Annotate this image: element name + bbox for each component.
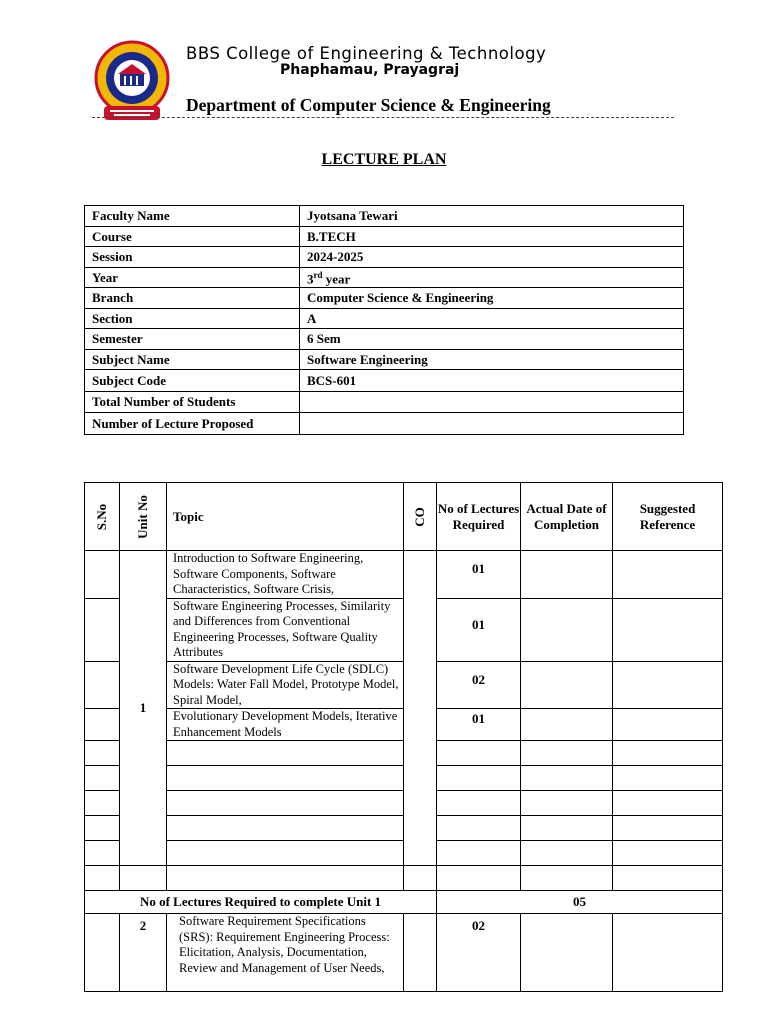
lectures-cell <box>437 841 521 866</box>
unit-summary-label: No of Lectures Required to complete Unit 1 <box>85 891 437 914</box>
sno-cell <box>85 741 120 766</box>
topic-cell <box>167 766 404 791</box>
unit-summary-row <box>85 891 723 914</box>
reference-cell <box>613 709 723 741</box>
unit-cell <box>120 866 167 891</box>
table-row <box>85 914 723 992</box>
actual-date-cell <box>521 661 613 709</box>
unit-cell: 1 <box>120 551 167 866</box>
header-co <box>404 483 437 551</box>
info-label: Session <box>85 247 300 268</box>
reference-cell <box>613 816 723 841</box>
topic-cell <box>167 841 404 866</box>
info-value <box>300 413 684 435</box>
sno-cell <box>85 816 120 841</box>
header-reference: Suggested Reference <box>613 483 723 551</box>
topic-cell <box>167 791 404 816</box>
reference-cell <box>613 791 723 816</box>
lectures-cell <box>437 741 521 766</box>
info-value: Jyotsana Tewari <box>300 206 684 227</box>
info-label: Subject Name <box>85 349 300 370</box>
info-value: A <box>300 308 684 329</box>
topic-cell <box>167 816 404 841</box>
info-label: Subject Code <box>85 370 300 392</box>
info-label: Course <box>85 226 300 247</box>
info-value <box>300 267 684 288</box>
sno-cell <box>85 551 120 599</box>
lectures-cell: 02 <box>437 661 521 709</box>
header-sno <box>85 483 120 551</box>
co-cell <box>404 866 437 891</box>
year-suffix: year <box>325 271 351 287</box>
info-row <box>85 370 684 392</box>
header-lectures: No of Lectures Required <box>437 483 521 551</box>
reference-cell <box>613 914 723 992</box>
lecture-plan-table <box>84 482 723 992</box>
info-value: Computer Science & Engineering <box>300 288 684 309</box>
college-logo <box>90 40 174 124</box>
info-value: 2024-2025 <box>300 247 684 268</box>
topic-cell: Software Requirement Specifications (SRS): Requirement Engineering Process: Elicitation, Analysis, Documentation, Review and Management of User Needs, <box>167 914 404 992</box>
lectures-cell: 01 <box>437 551 521 599</box>
info-label: Semester <box>85 329 300 350</box>
header-unit-text: Unit No <box>134 494 150 539</box>
lectures-cell: 01 <box>437 709 521 741</box>
info-row <box>85 247 684 268</box>
sno-cell <box>85 598 120 661</box>
info-label: Total Number of Students <box>85 391 300 413</box>
info-value: 6 Sem <box>300 329 684 350</box>
lectures-cell <box>437 766 521 791</box>
header-actual-date: Actual Date of Completion <box>521 483 613 551</box>
info-label: Branch <box>85 288 300 309</box>
info-row <box>85 413 684 435</box>
actual-date-cell <box>521 766 613 791</box>
header-co-text: CO <box>412 506 427 527</box>
unit-cell: 2 <box>120 914 167 992</box>
info-row <box>85 391 684 413</box>
lecture-header-row <box>85 483 723 551</box>
reference-cell <box>613 866 723 891</box>
unit-summary-value: 05 <box>437 891 723 914</box>
actual-date-cell <box>521 598 613 661</box>
lectures-cell <box>437 866 521 891</box>
lectures-cell: 01 <box>437 598 521 661</box>
actual-date-cell <box>521 741 613 766</box>
reference-cell <box>613 741 723 766</box>
college-name: BBS College of Engineering & Technology <box>186 44 547 63</box>
info-label: Year <box>85 267 300 288</box>
sno-cell <box>85 866 120 891</box>
actual-date-cell <box>521 791 613 816</box>
sno-cell <box>85 841 120 866</box>
info-row <box>85 349 684 370</box>
topic-cell: Software Development Life Cycle (SDLC) Models: Water Fall Model, Prototype Model, Spiral Model, <box>167 661 404 709</box>
info-value: B.TECH <box>300 226 684 247</box>
year-ordinal: rd <box>313 270 323 281</box>
reference-cell <box>613 598 723 661</box>
actual-date-cell <box>521 709 613 741</box>
sno-cell <box>85 661 120 709</box>
info-row <box>85 329 684 350</box>
actual-date-cell <box>521 551 613 599</box>
lectures-cell <box>437 791 521 816</box>
actual-date-cell <box>521 866 613 891</box>
info-label: Faculty Name <box>85 206 300 227</box>
sno-cell <box>85 791 120 816</box>
reference-cell <box>613 766 723 791</box>
department-name: Department of Computer Science & Engineering <box>186 95 551 115</box>
info-row <box>85 288 684 309</box>
sno-cell <box>85 766 120 791</box>
reference-cell <box>613 551 723 599</box>
actual-date-cell <box>521 914 613 992</box>
sno-cell <box>85 709 120 741</box>
page-title <box>0 151 768 169</box>
college-location: Phaphamau, Prayagraj <box>280 62 460 78</box>
info-row <box>85 308 684 329</box>
info-value <box>300 391 684 413</box>
year-number: 3 <box>307 271 314 287</box>
lectures-cell <box>437 816 521 841</box>
topic-cell: Software Engineering Processes, Similarity and Differences from Conventional Engineering Processes, Software Quality Attributes <box>167 598 404 661</box>
co-cell <box>404 551 437 866</box>
info-label: Section <box>85 308 300 329</box>
header-sno-text: S.No <box>94 503 109 530</box>
lectures-cell: 02 <box>437 914 521 992</box>
info-value: Software Engineering <box>300 349 684 370</box>
info-value: BCS-601 <box>300 370 684 392</box>
reference-cell <box>613 661 723 709</box>
topic-cell <box>167 866 404 891</box>
table-row <box>85 866 723 891</box>
topic-cell <box>167 741 404 766</box>
page-title-text: LECTURE PLAN <box>321 151 447 168</box>
table-row <box>85 551 723 599</box>
header-unit <box>120 483 167 551</box>
topic-cell: Introduction to Software Engineering, Software Components, Software Characteristics, Software Crisis, <box>167 551 404 599</box>
info-row <box>85 226 684 247</box>
info-row <box>85 206 684 227</box>
course-info-table <box>84 205 684 435</box>
co-cell <box>404 914 437 992</box>
actual-date-cell <box>521 841 613 866</box>
reference-cell <box>613 841 723 866</box>
header-topic: Topic <box>167 483 404 551</box>
header-divider <box>92 117 674 118</box>
topic-cell: Evolutionary Development Models, Iterative Enhancement Models <box>167 709 404 741</box>
actual-date-cell <box>521 816 613 841</box>
info-row <box>85 267 684 288</box>
sno-cell <box>85 914 120 992</box>
info-label: Number of Lecture Proposed <box>85 413 300 435</box>
